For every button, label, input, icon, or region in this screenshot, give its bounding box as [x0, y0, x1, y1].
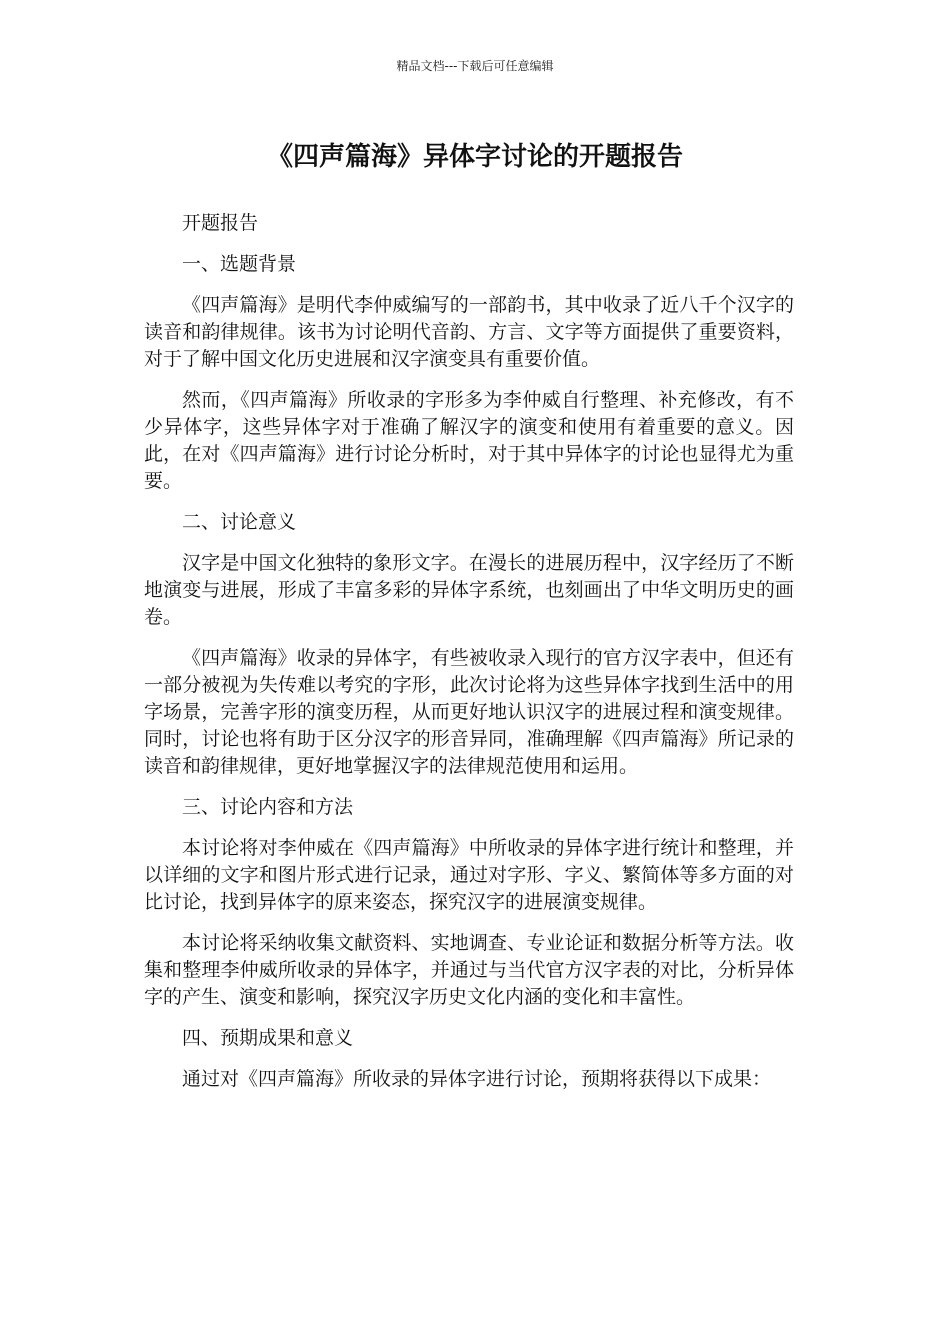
- paragraph: 本讨论将对李仲威在《四声篇海》中所收录的异体字进行统计和整理，并以详细的文字和图片形式进行记录，通过对字形、字义、繁简体等多方面的对比讨论，找到异体字的原来姿态，探究汉字的进展演变规律。: [144, 837, 794, 913]
- document-title: 《四声篇海》异体字讨论的开题报告: [266, 142, 683, 172]
- section-heading: 三、讨论内容和方法: [182, 796, 354, 818]
- document-body: [144, 210, 794, 1107]
- paragraph: 汉字是中国文化独特的象形文字。在漫长的进展历程中，汉字经历了不断地演变与进展，形成了丰富多彩的异体字系统，也刻画出了中华文明历史的画卷。: [144, 552, 794, 628]
- section-heading: 二、讨论意义: [182, 511, 297, 533]
- paragraph: 然而，《四声篇海》所收录的字形多为李仲威自行整理、补充修改，有不少异体字，这些异体字对于准确了解汉字的演变和使用有着重要的意义。因此，在对《四声篇海》进行讨论分析时，对于其中异体字的讨论也显得尤为重要。: [144, 389, 794, 492]
- paragraph: 《四声篇海》是明代李仲威编写的一部韵书，其中收录了近八千个汉字的读音和韵律规律。该书为讨论明代音韵、方言、文字等方面提供了重要资料，对于了解中国文化历史进展和汉字演变具有重要价值。: [144, 294, 794, 370]
- section-heading: 开题报告: [182, 212, 259, 234]
- section-heading: 四、预期成果和意义: [182, 1027, 354, 1049]
- paragraph: 通过对《四声篇海》所收录的异体字进行讨论，预期将获得以下成果：: [182, 1068, 772, 1090]
- header-note: 精品文档---下载后可任意编辑: [396, 59, 554, 73]
- paragraph: 本讨论将采纳收集文献资料、实地调查、专业论证和数据分析等方法。收集和整理李仲威所收录的异体字，并通过与当代官方汉字表的对比，分析异体字的产生、演变和影响，探究汉字历史文化内涵的变化和丰富性。: [144, 932, 794, 1008]
- paragraph: 《四声篇海》收录的异体字，有些被收录入现行的官方汉字表中，但还有一部分被视为失传难以考究的字形，此次讨论将为这些异体字找到生活中的用字场景，完善字形的演变历程，从而更好地认识汉字的进展过程和演变规律。同时，讨论也将有助于区分汉字的形音异同，准确理解《四声篇海》所记录的读音和韵律规律，更好地掌握汉字的法律规范使用和运用。: [144, 647, 794, 777]
- section-heading: 一、选题背景: [182, 253, 297, 275]
